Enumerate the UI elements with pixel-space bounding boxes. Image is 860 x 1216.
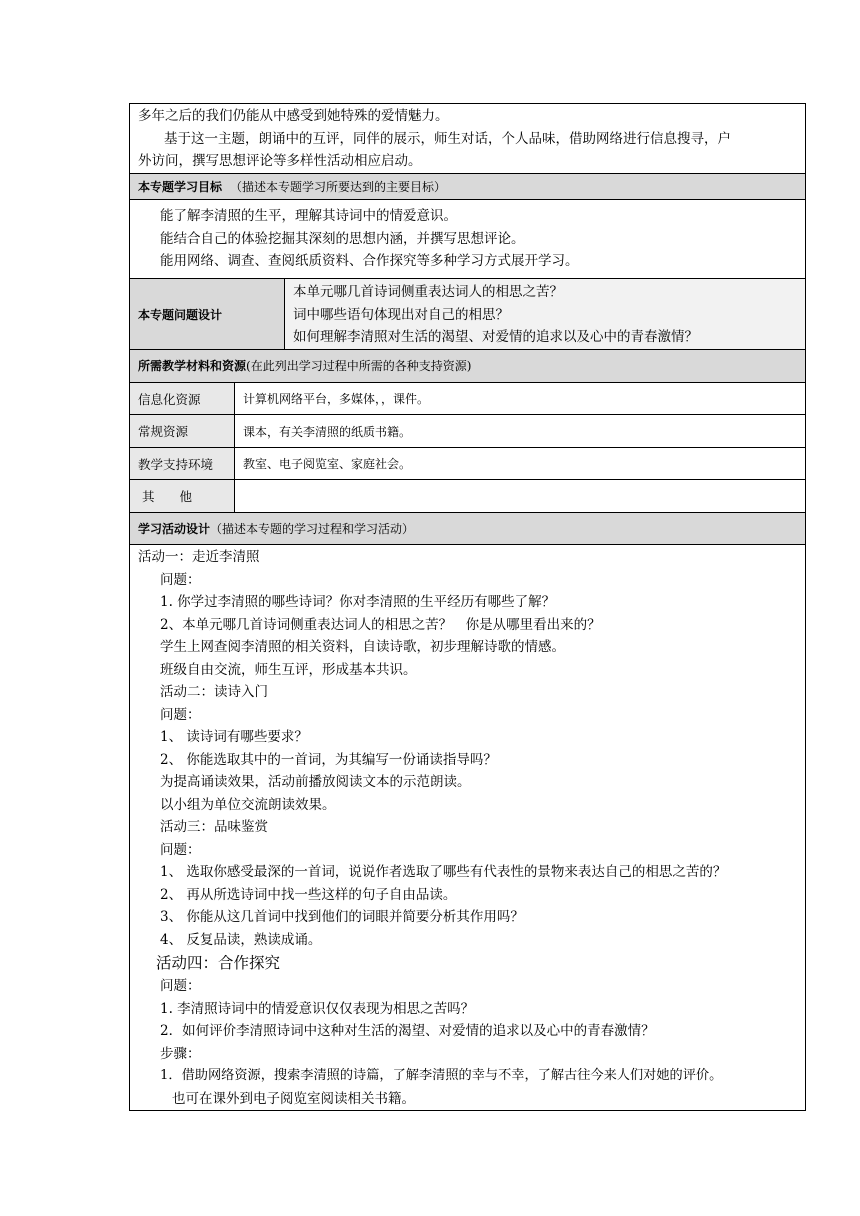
activities-header (130, 512, 805, 544)
resource-row-other (130, 479, 805, 512)
activity-line: 班级自由交流，师生互评，形成基本共识。 (160, 661, 417, 678)
questions-list (285, 279, 805, 349)
objective-item: 能结合自己的体验挖掘其深刻的思想内涵，并撰写思想评论。 (160, 230, 525, 247)
resource-row-regular (130, 414, 805, 447)
resource-row-it (130, 382, 805, 414)
activities-body (130, 544, 805, 1110)
activity-line: 2．如何评价李清照诗词中这种对生活的渴望、对爱情的追求以及心中的青春激情？ (160, 1023, 655, 1039)
activity-line: 2、 再从所选诗词中找一些这样的句子自由品读。 (160, 886, 457, 903)
activity-title: 活动一：走近李清照 (138, 549, 260, 565)
activity-line: 1、 选取你感受最深的一首词，说说作者选取了哪些有代表性的景物来表达自己的相思之苦的？ (160, 864, 727, 880)
lesson-plan-table (129, 103, 806, 1111)
objectives-heading: 本专题学习目标 (138, 180, 223, 194)
resource-value: 教室、电子阅览室、家庭社会。 (243, 457, 412, 471)
activity-line: 也可在课外到电子阅览室阅读相关书籍。 (172, 1090, 415, 1107)
resources-header (130, 349, 805, 382)
activity-line: 以小组为单位交流朗读效果。 (160, 796, 336, 813)
activity-line: 3、 你能从这几首词中找到他们的词眼并简要分析其作用吗？ (160, 909, 524, 925)
activity-line: 1．借助网络资源，搜索李清照的诗篇，了解李清照的幸与不幸，了解古往今来人们对她的评价。 (160, 1068, 723, 1083)
activity-line: 问题： (160, 978, 201, 994)
intro-line-2: 基于这一主题，朗诵中的互评，同伴的展示，师生对话，个人品味，借助网络进行信息搜寻，户 (164, 130, 731, 147)
question-item: 词中哪些语句体现出对自己的相思？ (293, 306, 509, 323)
resource-value (235, 480, 805, 512)
resource-value: 课本，有关李清照的纸质书籍。 (243, 424, 412, 439)
resources-desc: (在此列出学习过程中所需的各种支持资源) (246, 359, 472, 373)
resource-label: 信息化资源 (130, 383, 235, 414)
intro-section (130, 104, 805, 173)
resource-label: 常规资源 (130, 415, 235, 447)
activity-title: 活动二：读诗入门 (160, 684, 268, 700)
objectives-desc: （描述本专题学习所要达到的主要目标） (230, 180, 447, 194)
activity-line: 问题： (160, 706, 201, 723)
activity-line: 2、本单元哪几首诗词侧重表达词人的相思之苦？ 你是从哪里看出来的？ (160, 616, 601, 633)
question-item: 本单元哪几首诗词侧重表达词人的相思之苦？ (293, 284, 563, 300)
activity-line: 1、 读诗词有哪些要求？ (160, 729, 308, 745)
objectives-header (130, 173, 805, 199)
activity-title: 活动三：品味鉴赏 (160, 819, 268, 835)
resource-row-environment (130, 447, 805, 479)
activity-line: 1. 李清照诗词中的情爱意识仅仅表现为相思之苦吗？ (160, 1000, 475, 1017)
activity-line: 问题： (160, 841, 201, 858)
activity-line: 为提高诵读效果，活动前播放阅读文本的示范朗读。 (160, 774, 471, 790)
resources-heading: 所需教学材料和资源 (138, 359, 247, 373)
intro-line-1: 多年之后的我们仍能从中感受到她特殊的爱情魅力。 (138, 108, 449, 124)
questions-row (130, 278, 805, 349)
question-item: 如何理解李清照对生活的渴望、对爱情的追求以及心中的青春激情？ (293, 329, 698, 345)
objectives-body (130, 199, 805, 278)
objective-item: 能用网络、调查、查阅纸质资料、合作探究等多种学习方式展开学习。 (160, 253, 579, 269)
activities-heading: 学习活动设计 (138, 522, 211, 536)
questions-label: 本专题问题设计 (130, 279, 285, 349)
activity-line: 4、 反复品读，熟读成诵。 (160, 931, 322, 948)
activities-desc: （描述本专题的学习过程和学习活动） (210, 522, 415, 536)
activity-line: 2、 你能选取其中的一首词，为其编写一份诵读指导吗？ (160, 751, 497, 768)
activity-line: 步骤： (160, 1045, 201, 1062)
activity-line: 问题： (160, 571, 201, 588)
resource-value: 计算机网络平台，多媒体，，课件。 (243, 392, 430, 406)
objective-item: 能了解李清照的生平，理解其诗词中的情爱意识。 (160, 208, 457, 224)
resource-label: 其 他 (130, 480, 235, 512)
activity-line: 学生上网查阅李清照的相关资料，自读诗歌，初步理解诗歌的情感。 (160, 639, 565, 655)
activity-line: 1. 你学过李清照的哪些诗词？你对李清照的生平经历有哪些了解？ (160, 594, 556, 610)
activity-title: 活动四：合作探究 (156, 954, 281, 972)
intro-line-3: 外访问，撰写思想评论等多样性活动相应启动。 (138, 153, 422, 169)
resource-label: 教学支持环境 (130, 448, 235, 479)
